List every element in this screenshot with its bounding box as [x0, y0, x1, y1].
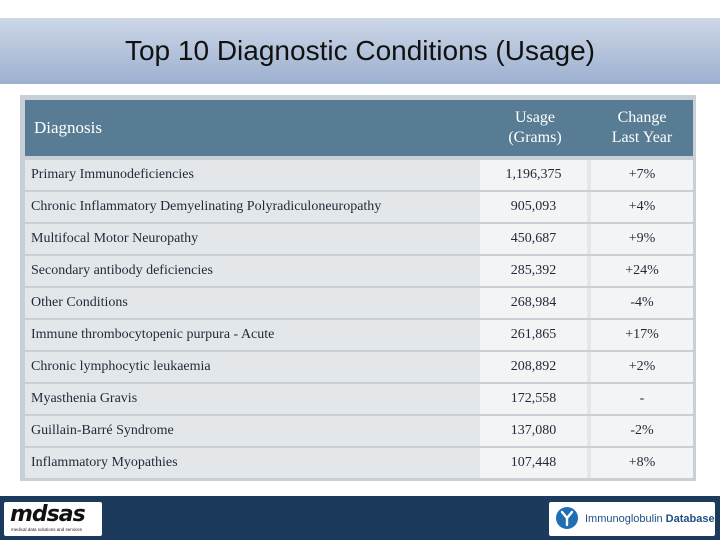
row-usage: 1,196,375 [480, 160, 587, 190]
row-diagnosis: Multifocal Motor Neuropathy [31, 231, 199, 246]
immunoglobulin-database-logo-text [585, 502, 715, 536]
logo-text-database: Database [665, 513, 715, 525]
header-change [591, 108, 693, 148]
row-usage: 450,687 [480, 224, 587, 254]
row-change: +4% [591, 192, 693, 222]
table-row [25, 384, 693, 414]
mdsas-logo [4, 502, 102, 536]
mdsas-logo-tagline: medical data solutions and services [11, 527, 83, 532]
slide-title: Top 10 Diagnostic Conditions (Usage) [124, 35, 596, 66]
table-row [25, 352, 693, 382]
row-usage: 261,865 [480, 320, 587, 350]
table-row [25, 416, 693, 446]
row-usage: 285,392 [480, 256, 587, 286]
row-diagnosis: Guillain-Barré Syndrome [31, 423, 174, 438]
immunoglobulin-database-logo [549, 502, 715, 536]
table-header [25, 100, 693, 156]
row-diagnosis: Primary Immunodeficiencies [31, 167, 194, 182]
row-usage: 208,892 [480, 352, 587, 382]
row-change: - [591, 384, 693, 414]
table-row [25, 320, 693, 350]
row-usage: 172,558 [480, 384, 587, 414]
row-diagnosis: Other Conditions [31, 295, 128, 310]
header-change-line2: Last Year [611, 129, 673, 146]
antibody-icon [556, 507, 578, 529]
logo-text-immunoglobulin: Immunoglobulin [585, 513, 663, 525]
table-row [25, 160, 693, 190]
table-row [25, 448, 693, 478]
header-usage-line2: (Grams) [508, 129, 562, 146]
row-change: +9% [591, 224, 693, 254]
table-row [25, 256, 693, 286]
header-usage-line1: Usage [515, 109, 555, 126]
row-change: -4% [591, 288, 693, 318]
row-diagnosis: Immune thrombocytopenic purpura - Acute [31, 327, 275, 342]
row-usage: 268,984 [480, 288, 587, 318]
row-usage: 905,093 [480, 192, 587, 222]
row-change: +24% [591, 256, 693, 286]
table-row [25, 224, 693, 254]
header-usage [480, 108, 590, 148]
row-diagnosis: Myasthenia Gravis [31, 391, 138, 406]
row-change: +2% [591, 352, 693, 382]
header-change-line1: Change [617, 109, 667, 126]
row-diagnosis: Inflammatory Myopathies [31, 455, 178, 470]
row-diagnosis: Secondary antibody deficiencies [31, 263, 213, 278]
table-row [25, 192, 693, 222]
row-change: +17% [591, 320, 693, 350]
row-change: +8% [591, 448, 693, 478]
table-row [25, 288, 693, 318]
row-change: +7% [591, 160, 693, 190]
row-diagnosis: Chronic Inflammatory Demyelinating Polyradiculoneuropathy [31, 199, 382, 214]
mdsas-logo-text: mdsas [10, 502, 85, 527]
row-diagnosis: Chronic lymphocytic leukaemia [31, 359, 211, 374]
row-usage: 107,448 [480, 448, 587, 478]
row-usage: 137,080 [480, 416, 587, 446]
header-diagnosis: Diagnosis [34, 118, 102, 137]
row-change: -2% [591, 416, 693, 446]
